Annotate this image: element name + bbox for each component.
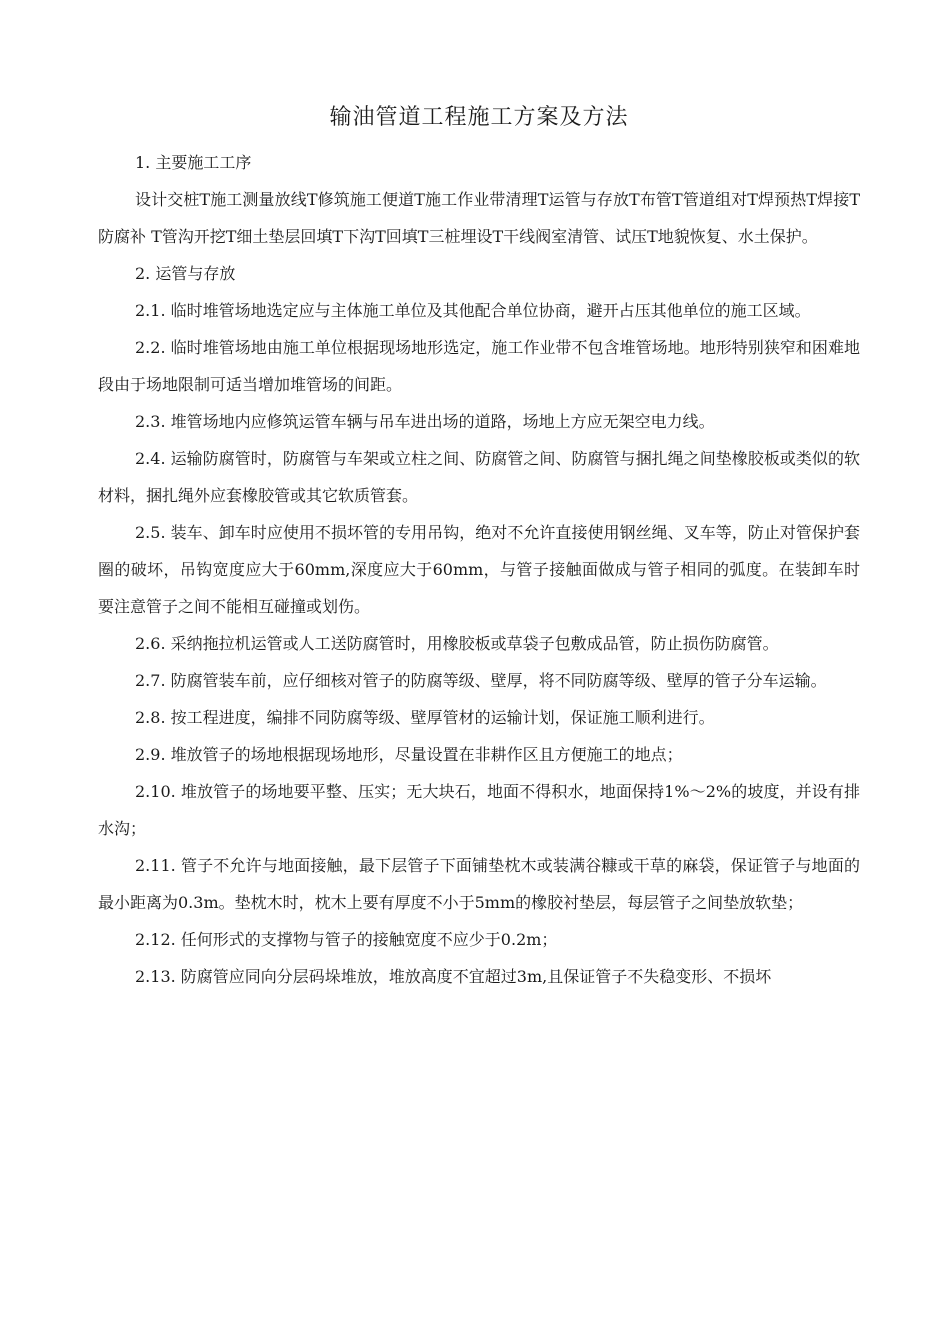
body-paragraph: 2.2. 临时堆管场地由施工单位根据现场地形选定，施工作业带不包含堆管场地。地形特别狭窄和困难地段由于场地限制可适当增加堆管场的间距。 — [98, 338, 860, 394]
document-title: 输油管道工程施工方案及方法 — [329, 105, 629, 130]
body-paragraph: 2.10. 堆放管子的场地要平整、压实；无大块石，地面不得积水，地面保持1%〜2%的坡度，并设有排水沟； — [98, 782, 860, 838]
body-paragraph: 2.8. 按工程进度，编排不同防腐等级、壁厚管材的运输计划，保证施工顺利进行。 — [135, 708, 715, 727]
body-paragraph: 2.7. 防腐管装车前，应仔细核对管子的防腐等级、壁厚，将不同防腐等级、壁厚的管子分车运输。 — [135, 671, 827, 690]
body-paragraph: 2.11. 管子不允许与地面接触，最下层管子下面铺垫枕木或装满谷糠或干草的麻袋，保证管子与地面的最小距离为0.3m。垫枕木时，枕木上要有厚度不小于5mm的橡胶衬垫层，每层管子之间垫放软垫； — [98, 856, 860, 912]
document-body — [98, 144, 860, 995]
body-paragraph: 2.4. 运输防腐管时，防腐管与车架或立柱之间、防腐管之间、防腐管与捆扎绳之间垫橡胶板或类似的软材料，捆扎绳外应套橡胶管或其它软质管套。 — [98, 449, 860, 505]
body-paragraph: 2.3. 堆管场地内应修筑运管车辆与吊车进出场的道路，场地上方应无架空电力线。 — [135, 412, 715, 431]
body-paragraph: 2.13. 防腐管应同向分层码垛堆放，堆放高度不宜超过3m,且保证管子不失稳变形、不损坏 — [135, 967, 772, 986]
body-paragraph: 2.9. 堆放管子的场地根据现场地形，尽量设置在非耕作区且方便施工的地点； — [135, 745, 683, 764]
section-heading: 2. 运管与存放 — [135, 264, 236, 283]
body-paragraph: 2.6. 采纳拖拉机运管或人工送防腐管时，用橡胶板或草袋子包敷成品管，防止损伤防腐管。 — [135, 634, 779, 653]
section-heading: 1. 主要施工工序 — [135, 153, 252, 172]
body-paragraph: 2.1. 临时堆管场地选定应与主体施工单位及其他配合单位协商，避开占压其他单位的施工区域。 — [135, 301, 811, 320]
body-paragraph: 2.5. 装车、卸车时应使用不损坏管的专用吊钩，绝对不允许直接使用钢丝绳、叉车等，防止对管保护套圈的破坏，吊钩宽度应大于60mm,深度应大于60mm，与管子接触面做成与管子相同的弧度。在装卸车时要注意管子之间不能相互碰撞或划伤。 — [98, 523, 860, 616]
body-paragraph: 设计交桩T施工测量放线T修筑施工便道T施工作业带清理T运管与存放T布管T管道组对T焊预热T焊接T防腐补 T管沟开挖T细土垫层回填T下沟T回填T三桩埋设T干线阀室清管、试压T地貌恢复、水土保护。 — [98, 190, 860, 246]
body-paragraph: 2.12. 任何形式的支撑物与管子的接触宽度不应少于0.2m； — [135, 930, 558, 949]
